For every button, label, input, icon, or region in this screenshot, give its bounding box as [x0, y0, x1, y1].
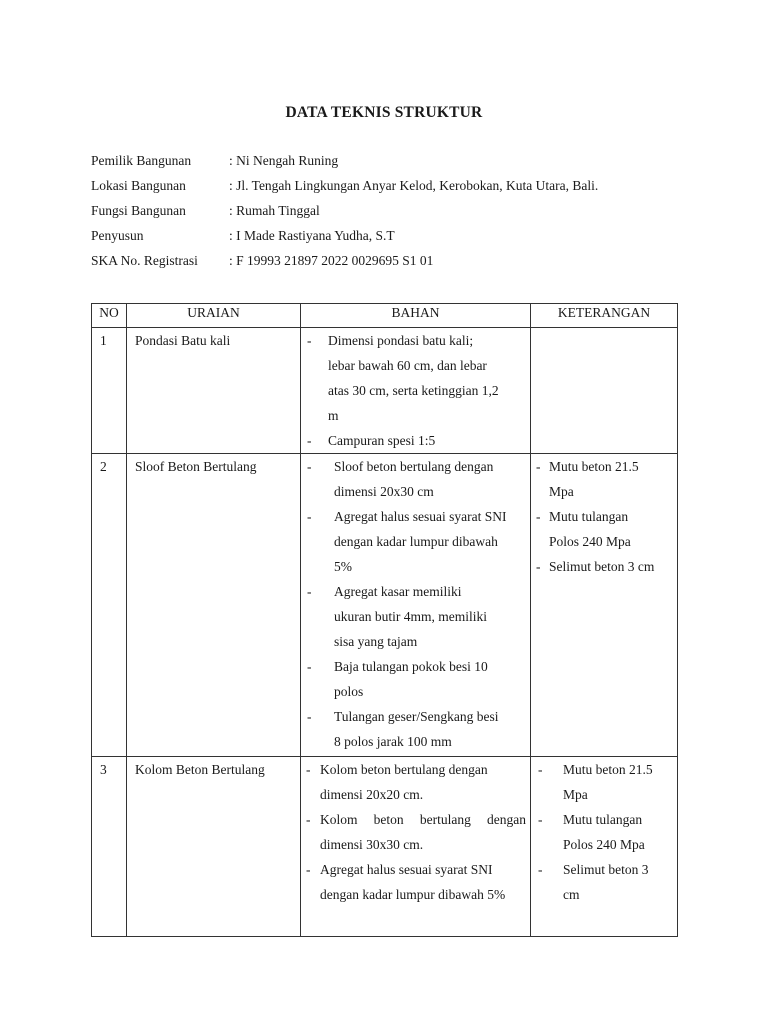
info-value: : I Made Rastiyana Yudha, S.T	[229, 228, 395, 243]
row-number: 3	[92, 757, 127, 937]
info-label: Pemilik Bangunan	[91, 153, 192, 168]
bahan-text: Dimensi pondasi batu kali; lebar bawah 60 cm, dan lebar atas 30 cm, serta ketinggian 1,2 m	[328, 333, 499, 423]
bahan-text: Sloof beton bertulang dengan dimensi 20x30 cm	[334, 459, 494, 499]
info-value: : F 19993 21897 2022 0029695 S1 01	[229, 253, 434, 268]
keterangan-item: - Mutu beton 21.5 Mpa	[531, 757, 677, 807]
bahan-item: - Tulangan geser/Sengkang besi 8 polos jarak 100 mm	[301, 704, 530, 754]
bahan-text: Agregat halus sesuai syarat SNI dengan kadar lumpur dibawah 5%	[334, 509, 507, 574]
row-uraian: Sloof Beton Bertulang	[127, 454, 301, 757]
keterangan-text: Selimut beton 3 cm	[563, 862, 649, 902]
row-uraian: Kolom Beton Bertulang	[127, 757, 301, 937]
keterangan-text: Mutu tulangan Polos 240 Mpa	[563, 812, 645, 852]
keterangan-item: - Mutu tulangan Polos 240 Mpa	[531, 807, 677, 857]
keterangan-text: Selimut beton 3 cm	[549, 559, 655, 574]
keterangan-text: Mutu beton 21.5 Mpa	[563, 762, 653, 802]
bahan-item: - Agregat halus sesuai syarat SNI dengan kadar lumpur dibawah 5%	[301, 857, 530, 907]
row-number: 1	[92, 328, 127, 454]
info-value: : Ni Nengah Runing	[229, 153, 339, 168]
bahan-text: Kolom beton bertulang dengan dimensi 30x30 cm.	[320, 812, 526, 852]
document-title: DATA TEKNIS STRUKTUR	[285, 104, 483, 121]
bahan-text: Kolom beton bertulang dengan dimensi 20x20 cm.	[320, 762, 488, 802]
keterangan-item: - Selimut beton 3 cm	[531, 554, 677, 579]
bahan-item: - Agregat kasar memiliki ukuran butir 4mm, memiliki sisa yang tajam	[301, 579, 530, 654]
keterangan-text: Mutu tulangan Polos 240 Mpa	[549, 509, 631, 549]
bahan-item: - Sloof beton bertulang dengan dimensi 20x30 cm	[301, 454, 530, 504]
header-bahan: BAHAN	[301, 304, 531, 328]
table-row	[92, 454, 678, 757]
bahan-text: Tulangan geser/Sengkang besi 8 polos jarak 100 mm	[334, 709, 499, 749]
keterangan-item: - Mutu beton 21.5 Mpa	[531, 454, 677, 504]
info-row-registration	[91, 250, 598, 275]
bahan-text: Campuran spesi 1:5	[328, 433, 436, 448]
header-no: NO	[92, 304, 127, 328]
bahan-item: - Dimensi pondasi batu kali; lebar bawah 60 cm, dan lebar atas 30 cm, serta ketinggian 1,2 m	[301, 328, 506, 428]
table-row	[92, 757, 678, 937]
row-bahan	[301, 757, 531, 937]
bahan-text: Baja tulangan pokok besi 10 polos	[334, 659, 488, 699]
structure-table	[91, 303, 678, 937]
info-value: : Rumah Tinggal	[229, 203, 320, 218]
table-row	[92, 328, 678, 454]
header-uraian: URAIAN	[127, 304, 301, 328]
keterangan-text: Mutu beton 21.5 Mpa	[549, 459, 639, 499]
keterangan-item: - Selimut beton 3 cm	[531, 857, 677, 907]
info-label: SKA No. Registrasi	[91, 253, 198, 268]
header-keterangan: KETERANGAN	[531, 304, 678, 328]
info-row-owner	[91, 150, 598, 175]
bahan-item: - Agregat halus sesuai syarat SNI dengan kadar lumpur dibawah 5%	[301, 504, 530, 579]
row-bahan	[301, 328, 531, 454]
row-bahan	[301, 454, 531, 757]
info-value: : Jl. Tengah Lingkungan Anyar Kelod, Kerobokan, Kuta Utara, Bali.	[229, 178, 599, 193]
table-header-row	[92, 304, 678, 328]
bahan-item: - Kolom beton bertulang dengan dimensi 30x30 cm.	[301, 807, 530, 857]
bahan-item: - Campuran spesi 1:5	[301, 428, 530, 453]
bahan-item: - Kolom beton bertulang dengan dimensi 20x20 cm.	[301, 757, 530, 807]
bahan-text: Agregat halus sesuai syarat SNI dengan kadar lumpur dibawah 5%	[320, 862, 506, 902]
info-row-location	[91, 175, 598, 200]
info-row-function	[91, 200, 598, 225]
row-uraian: Pondasi Batu kali	[127, 328, 301, 454]
row-keterangan	[531, 328, 678, 454]
row-number: 2	[92, 454, 127, 757]
row-keterangan	[531, 454, 678, 757]
info-label: Fungsi Bangunan	[91, 203, 186, 218]
info-label: Lokasi Bangunan	[91, 178, 186, 193]
bahan-text: Agregat kasar memiliki ukuran butir 4mm, memiliki sisa yang tajam	[334, 584, 487, 649]
row-keterangan	[531, 757, 678, 937]
info-label: Penyusun	[91, 228, 144, 243]
bahan-item: - Baja tulangan pokok besi 10 polos	[301, 654, 530, 704]
project-info	[91, 150, 598, 275]
info-row-author	[91, 225, 598, 250]
keterangan-item: - Mutu tulangan Polos 240 Mpa	[531, 504, 677, 554]
